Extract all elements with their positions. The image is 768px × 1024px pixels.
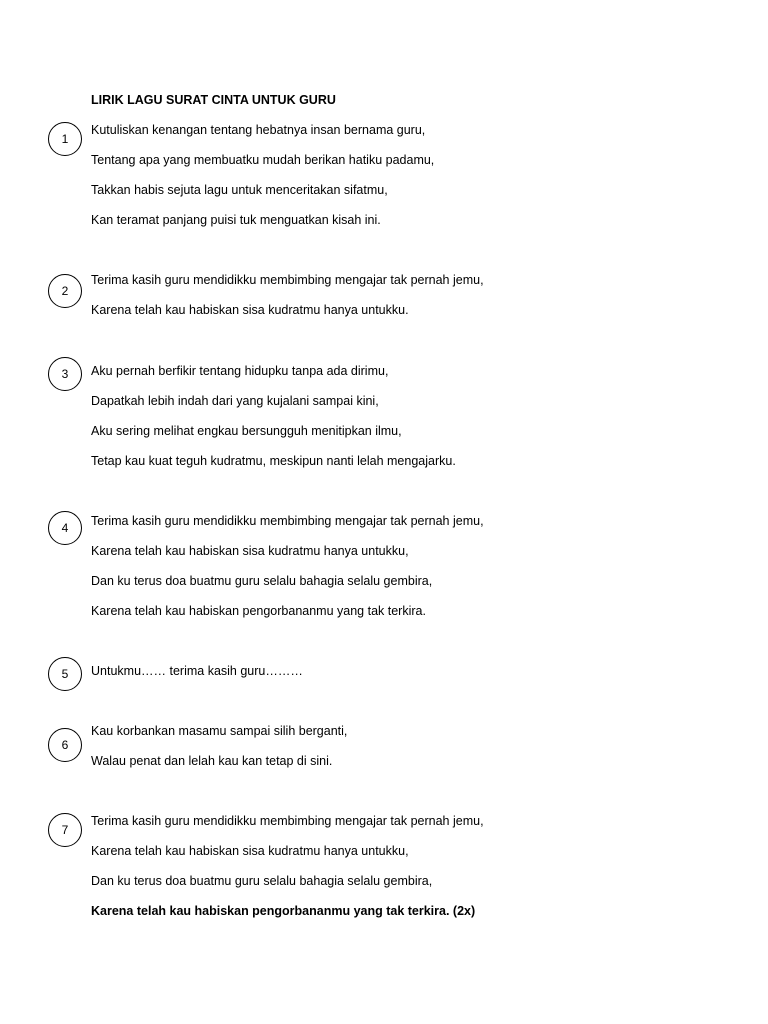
page-title: LIRIK LAGU SURAT CINTA UNTUK GURU [91, 93, 336, 107]
verse-2-line-2: Karena telah kau habiskan sisa kudratmu hanya untukku. [91, 303, 409, 317]
verse-3-line-2: Dapatkah lebih indah dari yang kujalani sampai kini, [91, 394, 379, 408]
verse-3-line-1: Aku pernah berfikir tentang hidupku tanpa ada dirimu, [91, 364, 389, 378]
verse-number-4: 4 [48, 511, 82, 545]
verse-1-line-3: Takkan habis sejuta lagu untuk menceritakan sifatmu, [91, 183, 388, 197]
verse-7-line-1: Terima kasih guru mendidikku membimbing mengajar tak pernah jemu, [91, 814, 484, 828]
verse-7-line-2: Karena telah kau habiskan sisa kudratmu hanya untukku, [91, 844, 409, 858]
verse-3-line-3: Aku sering melihat engkau bersungguh menitipkan ilmu, [91, 424, 402, 438]
verse-7-line-4: Karena telah kau habiskan pengorbananmu yang tak terkira. (2x) [91, 904, 476, 918]
verse-1-line-4: Kan teramat panjang puisi tuk menguatkan kisah ini. [91, 213, 381, 227]
verse-4-line-2: Karena telah kau habiskan sisa kudratmu hanya untukku, [91, 544, 409, 558]
verse-6-line-2: Walau penat dan lelah kau kan tetap di sini. [91, 754, 333, 768]
verse-1-line-2: Tentang apa yang membuatku mudah berikan hatiku padamu, [91, 153, 435, 167]
verse-2-line-1: Terima kasih guru mendidikku membimbing mengajar tak pernah jemu, [91, 273, 484, 287]
verse-number-2: 2 [48, 274, 82, 308]
verse-6-line-1: Kau korbankan masamu sampai silih berganti, [91, 724, 348, 738]
verse-number-6: 6 [48, 728, 82, 762]
verse-3-line-4: Tetap kau kuat teguh kudratmu, meskipun nanti lelah mengajarku. [91, 454, 456, 468]
verse-number-5: 5 [48, 657, 82, 691]
verse-5-line-1: Untukmu…… terima kasih guru……… [91, 664, 303, 678]
verse-number-3: 3 [48, 357, 82, 391]
verse-7-line-3: Dan ku terus doa buatmu guru selalu bahagia selalu gembira, [91, 874, 433, 888]
verse-4-line-3: Dan ku terus doa buatmu guru selalu bahagia selalu gembira, [91, 574, 433, 588]
verse-number-7: 7 [48, 813, 82, 847]
verse-4-line-4: Karena telah kau habiskan pengorbananmu yang tak terkira. [91, 604, 426, 618]
verse-1-line-1: Kutuliskan kenangan tentang hebatnya insan bernama guru, [91, 123, 426, 137]
verse-number-1: 1 [48, 122, 82, 156]
verse-4-line-1: Terima kasih guru mendidikku membimbing mengajar tak pernah jemu, [91, 514, 484, 528]
